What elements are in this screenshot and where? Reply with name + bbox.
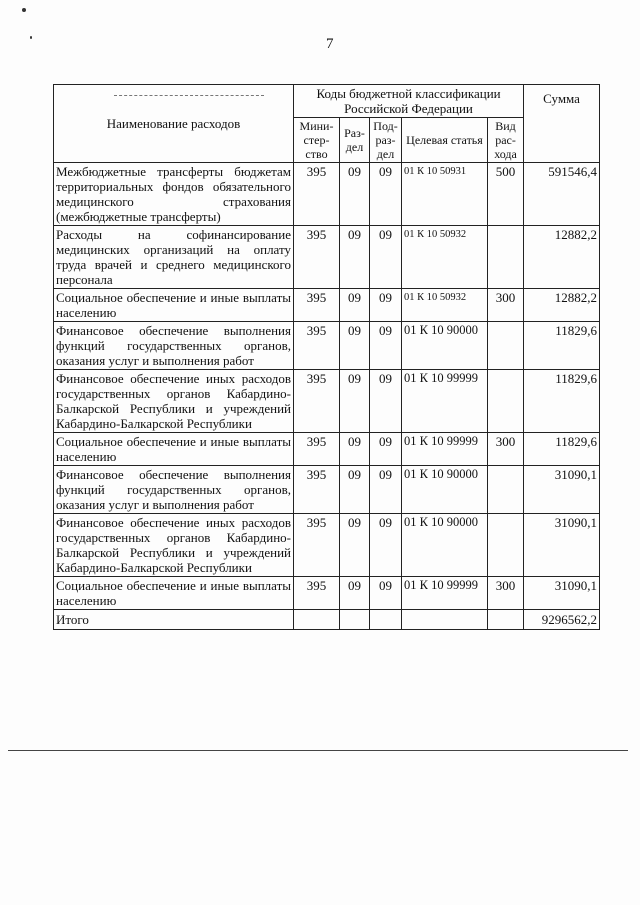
- total-empty-cell: [294, 610, 340, 630]
- row-section: 09: [340, 514, 370, 577]
- header-target-item: Целевая статья: [402, 118, 488, 163]
- row-target-item: 01 К 10 50932: [402, 226, 488, 289]
- total-empty-cell: [402, 610, 488, 630]
- row-expense-type: [488, 322, 524, 370]
- header-name: Наименование расходов: [106, 116, 241, 131]
- row-ministry: 395: [294, 322, 340, 370]
- total-empty-cell: [370, 610, 402, 630]
- row-name: Расходы на софинансирование медицинских организаций на оплату труда врачей и среднего медицинского персонала: [54, 226, 294, 289]
- row-target-item: 01 К 10 99999: [402, 370, 488, 433]
- table-row: [54, 466, 600, 514]
- table-row: [54, 289, 600, 322]
- row-section: 09: [340, 577, 370, 610]
- row-ministry: 395: [294, 466, 340, 514]
- total-label: Итого: [54, 610, 294, 630]
- row-subsection: 09: [370, 577, 402, 610]
- table-row: [54, 226, 600, 289]
- row-subsection: 09: [370, 163, 402, 226]
- row-ministry: 395: [294, 289, 340, 322]
- table-row: [54, 577, 600, 610]
- row-section: 09: [340, 370, 370, 433]
- bottom-rule: [8, 750, 628, 751]
- row-sum: 11829,6: [524, 322, 600, 370]
- row-expense-type: 500: [488, 163, 524, 226]
- row-section: 09: [340, 289, 370, 322]
- total-empty-cell: [340, 610, 370, 630]
- row-subsection: 09: [370, 226, 402, 289]
- row-name: Социальное обеспечение и иные выплаты населению: [54, 433, 294, 466]
- row-name: Финансовое обеспечение выполнения функций государственных органов, оказания услуг и выполнения работ: [54, 322, 294, 370]
- row-sum: 11829,6: [524, 370, 600, 433]
- row-subsection: 09: [370, 370, 402, 433]
- row-expense-type: [488, 466, 524, 514]
- row-target-item: 01 К 10 90000: [402, 322, 488, 370]
- row-subsection: 09: [370, 514, 402, 577]
- row-target-item: 01 К 10 90000: [402, 466, 488, 514]
- header-section: Раз-дел: [340, 118, 370, 163]
- row-ministry: 395: [294, 514, 340, 577]
- row-expense-type: [488, 514, 524, 577]
- row-target-item: 01 К 10 90000: [402, 514, 488, 577]
- row-subsection: 09: [370, 466, 402, 514]
- row-name: Межбюджетные трансферты бюджетам территориальных фондов обязательного медицинского страхования (межбюджетные трансферты): [54, 163, 294, 226]
- row-subsection: 09: [370, 322, 402, 370]
- row-ministry: 395: [294, 370, 340, 433]
- table-row: [54, 163, 600, 226]
- row-expense-type: 300: [488, 289, 524, 322]
- row-name: Социальное обеспечение и иные выплаты населению: [54, 289, 294, 322]
- header-codes-group: Коды бюджетной классификации Российской Федерации: [294, 85, 524, 118]
- header-sum: Сумма: [524, 85, 600, 163]
- scan-speck: [30, 36, 32, 39]
- row-ministry: 395: [294, 163, 340, 226]
- total-empty-cell: [488, 610, 524, 630]
- budget-table: [53, 84, 600, 630]
- row-expense-type: [488, 370, 524, 433]
- page-number: 7: [326, 36, 334, 52]
- row-name: Социальное обеспечение и иные выплаты населению: [54, 577, 294, 610]
- row-ministry: 395: [294, 577, 340, 610]
- row-expense-type: 300: [488, 433, 524, 466]
- row-ministry: 395: [294, 226, 340, 289]
- row-sum: 31090,1: [524, 514, 600, 577]
- row-target-item: 01 К 10 50932: [402, 289, 488, 322]
- header-subsection: Под-раз-дел: [370, 118, 402, 163]
- row-target-item: 01 К 10 50931: [402, 163, 488, 226]
- total-sum: 9296562,2: [524, 610, 600, 630]
- row-target-item: 01 К 10 99999: [402, 433, 488, 466]
- row-ministry: 395: [294, 433, 340, 466]
- header-name-cell: [54, 85, 294, 163]
- header-row-1: [54, 85, 600, 118]
- row-target-item: 01 К 10 99999: [402, 577, 488, 610]
- table-row: [54, 514, 600, 577]
- scan-speck: [22, 8, 26, 12]
- table-row: [54, 433, 600, 466]
- header-dash-mark: [114, 95, 264, 96]
- row-subsection: 09: [370, 433, 402, 466]
- row-section: 09: [340, 226, 370, 289]
- row-subsection: 09: [370, 289, 402, 322]
- row-section: 09: [340, 163, 370, 226]
- row-sum: 11829,6: [524, 433, 600, 466]
- header-expense-type: Вид рас-хода: [488, 118, 524, 163]
- row-name: Финансовое обеспечение иных расходов государственных органов Кабардино-Балкарской Республики и учреждений Кабардино-Балкарской Республики: [54, 514, 294, 577]
- row-section: 09: [340, 466, 370, 514]
- row-expense-type: [488, 226, 524, 289]
- row-expense-type: 300: [488, 577, 524, 610]
- row-name: Финансовое обеспечение выполнения функций государственных органов, оказания услуг и выполнения работ: [54, 466, 294, 514]
- row-name: Финансовое обеспечение иных расходов государственных органов Кабардино-Балкарской Республики и учреждений Кабардино-Балкарской Республики: [54, 370, 294, 433]
- row-sum: 591546,4: [524, 163, 600, 226]
- row-section: 09: [340, 322, 370, 370]
- row-section: 09: [340, 433, 370, 466]
- header-ministry: Мини-стер-ство: [294, 118, 340, 163]
- row-sum: 12882,2: [524, 289, 600, 322]
- table-row: [54, 322, 600, 370]
- total-row: [54, 610, 600, 630]
- row-sum: 31090,1: [524, 577, 600, 610]
- row-sum: 12882,2: [524, 226, 600, 289]
- row-sum: 31090,1: [524, 466, 600, 514]
- table-row: [54, 370, 600, 433]
